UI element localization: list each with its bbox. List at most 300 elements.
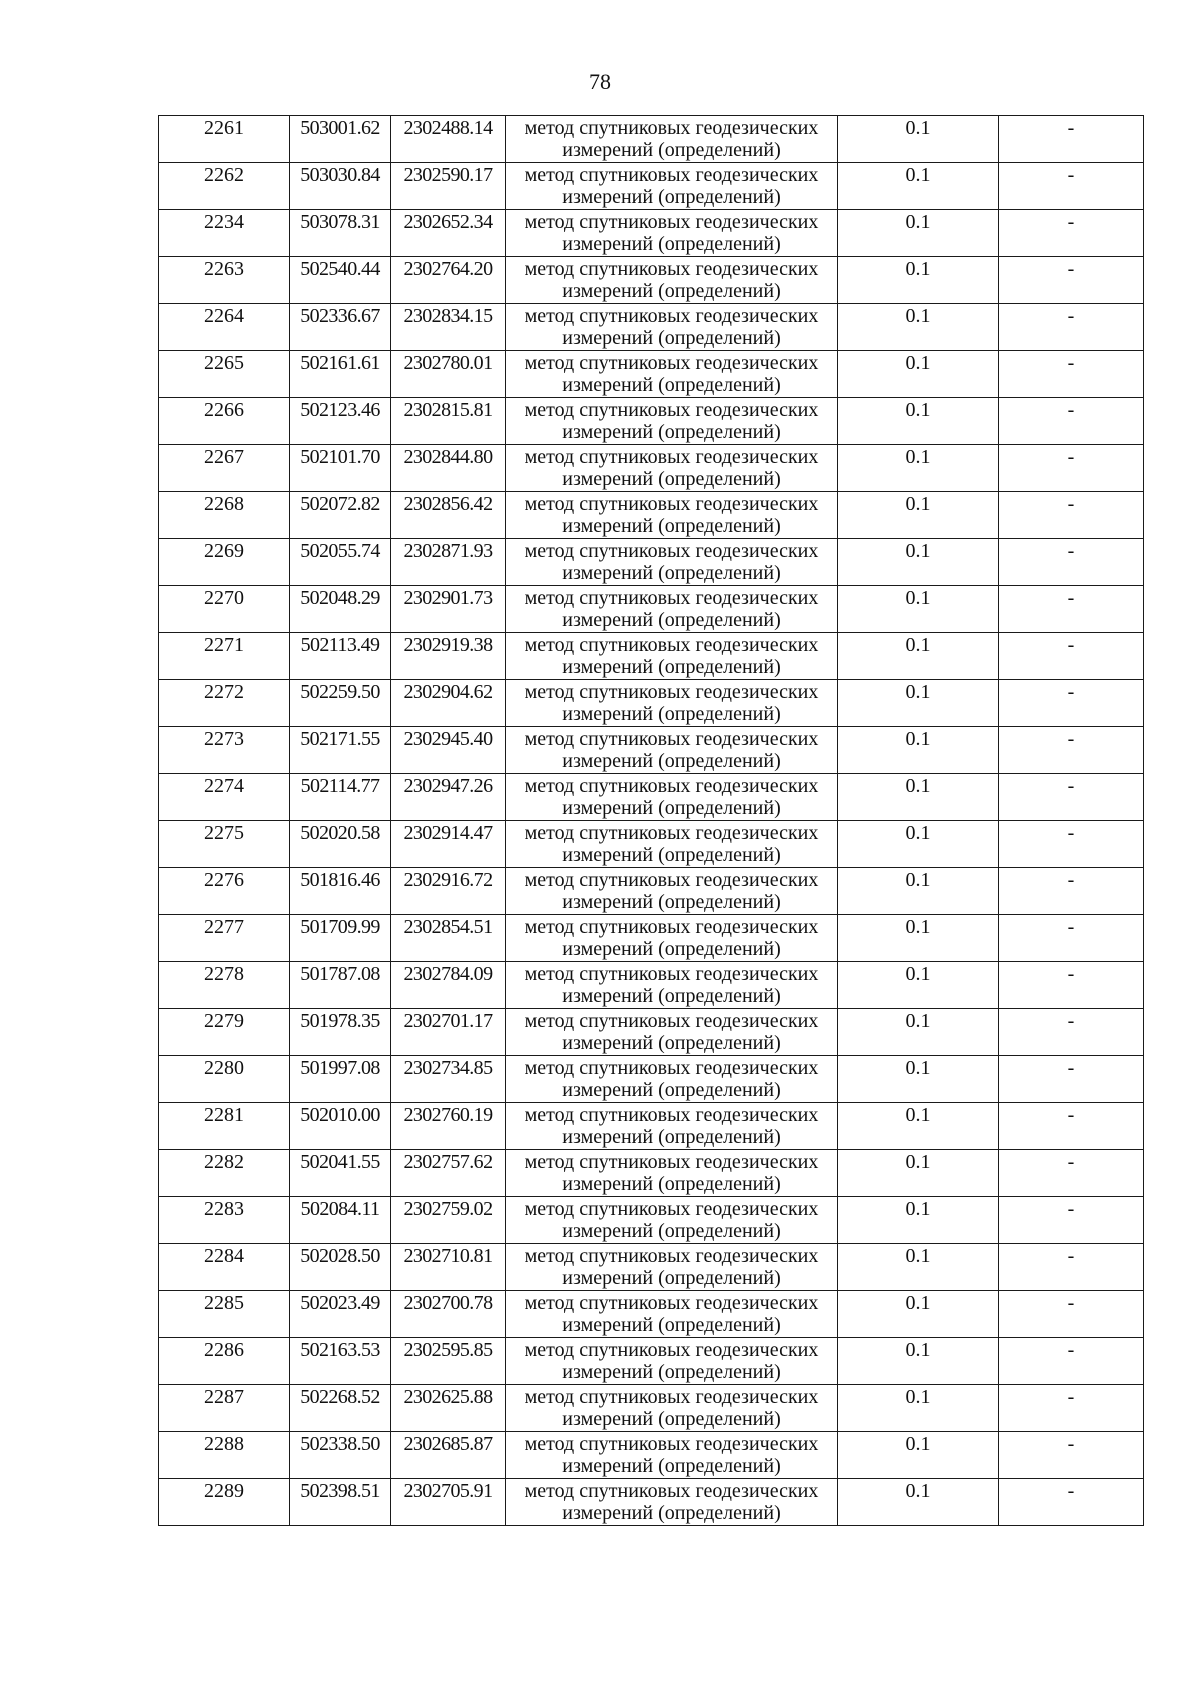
- table-row: [159, 774, 1144, 821]
- point-number-cell-text: 2268: [204, 493, 244, 515]
- method-cell-text: метод спутниковых геодезических измерений (определений): [524, 446, 819, 490]
- y-coordinate-cell-text: 2302685.87: [403, 1433, 493, 1455]
- accuracy-cell: [838, 868, 999, 915]
- description-cell: [999, 1056, 1144, 1103]
- description-cell: [999, 774, 1144, 821]
- accuracy-cell: [838, 1197, 999, 1244]
- table-row: [159, 1103, 1144, 1150]
- description-cell-text: -: [1067, 211, 1075, 233]
- description-cell: [999, 210, 1144, 257]
- method-cell: [506, 257, 838, 304]
- x-coordinate-cell: [290, 680, 391, 727]
- table-row: [159, 868, 1144, 915]
- x-coordinate-cell: [290, 586, 391, 633]
- method-cell-text: метод спутниковых геодезических измерений (определений): [524, 1339, 819, 1383]
- y-coordinate-cell-text: 2302919.38: [403, 634, 493, 656]
- accuracy-cell-text: 0.1: [905, 822, 931, 844]
- x-coordinate-cell: [290, 727, 391, 774]
- x-coordinate-cell-text: 501816.46: [300, 869, 380, 891]
- description-cell-text: -: [1067, 540, 1075, 562]
- x-coordinate-cell: [290, 1244, 391, 1291]
- accuracy-cell-text: 0.1: [905, 681, 931, 703]
- accuracy-cell-text: 0.1: [905, 1386, 931, 1408]
- x-coordinate-cell: [290, 1150, 391, 1197]
- method-cell-text: метод спутниковых геодезических измерений (определений): [524, 634, 819, 678]
- y-coordinate-cell: [391, 727, 506, 774]
- x-coordinate-cell-text: 502171.55: [300, 728, 380, 750]
- description-cell-text: -: [1067, 399, 1075, 421]
- table-row: [159, 821, 1144, 868]
- description-cell-text: -: [1067, 305, 1075, 327]
- method-cell-text: метод спутниковых геодезических измерений (определений): [524, 1480, 819, 1524]
- method-cell: [506, 163, 838, 210]
- y-coordinate-cell-text: 2302652.34: [403, 211, 493, 233]
- method-cell: [506, 351, 838, 398]
- accuracy-cell-text: 0.1: [905, 1480, 931, 1502]
- description-cell: [999, 680, 1144, 727]
- point-number-cell-text: 2282: [204, 1151, 244, 1173]
- y-coordinate-cell-text: 2302784.09: [403, 963, 493, 985]
- table-row: [159, 492, 1144, 539]
- table-row: [159, 257, 1144, 304]
- table-row: [159, 680, 1144, 727]
- accuracy-cell: [838, 1479, 999, 1526]
- y-coordinate-cell: [391, 915, 506, 962]
- point-number-cell-text: 2287: [204, 1386, 244, 1408]
- point-number-cell: [159, 1291, 290, 1338]
- accuracy-cell-text: 0.1: [905, 399, 931, 421]
- point-number-cell-text: 2275: [204, 822, 244, 844]
- method-cell: [506, 1338, 838, 1385]
- y-coordinate-cell: [391, 1009, 506, 1056]
- method-cell: [506, 727, 838, 774]
- x-coordinate-cell-text: 502398.51: [300, 1480, 380, 1502]
- description-cell-text: -: [1067, 728, 1075, 750]
- accuracy-cell: [838, 257, 999, 304]
- y-coordinate-cell: [391, 1432, 506, 1479]
- description-cell-text: -: [1067, 1339, 1075, 1361]
- x-coordinate-cell-text: 501709.99: [300, 916, 380, 938]
- accuracy-cell: [838, 1338, 999, 1385]
- point-number-cell-text: 2281: [204, 1104, 244, 1126]
- y-coordinate-cell-text: 2302856.42: [403, 493, 493, 515]
- description-cell-text: -: [1067, 822, 1075, 844]
- table-row: [159, 1385, 1144, 1432]
- point-number-cell: [159, 821, 290, 868]
- point-number-cell-text: 2286: [204, 1339, 244, 1361]
- description-cell: [999, 445, 1144, 492]
- point-number-cell-text: 2271: [204, 634, 244, 656]
- y-coordinate-cell: [391, 304, 506, 351]
- method-cell-text: метод спутниковых геодезических измерений (определений): [524, 1057, 819, 1101]
- accuracy-cell-text: 0.1: [905, 1151, 931, 1173]
- x-coordinate-cell-text: 502540.44: [300, 258, 380, 280]
- x-coordinate-cell-text: 502123.46: [300, 399, 380, 421]
- table-row: [159, 1432, 1144, 1479]
- table-row: [159, 1197, 1144, 1244]
- point-number-cell: [159, 1385, 290, 1432]
- y-coordinate-cell-text: 2302757.62: [403, 1151, 493, 1173]
- accuracy-cell-text: 0.1: [905, 305, 931, 327]
- point-number-cell-text: 2270: [204, 587, 244, 609]
- table-row: [159, 1291, 1144, 1338]
- accuracy-cell-text: 0.1: [905, 117, 931, 139]
- x-coordinate-cell-text: 502055.74: [300, 540, 380, 562]
- point-number-cell: [159, 727, 290, 774]
- method-cell-text: метод спутниковых геодезических измерений (определений): [524, 1433, 819, 1477]
- point-number-cell-text: 2265: [204, 352, 244, 374]
- method-cell: [506, 1009, 838, 1056]
- point-number-cell: [159, 1479, 290, 1526]
- accuracy-cell: [838, 539, 999, 586]
- point-number-cell: [159, 962, 290, 1009]
- x-coordinate-cell: [290, 398, 391, 445]
- x-coordinate-cell-text: 502336.67: [300, 305, 380, 327]
- accuracy-cell: [838, 1009, 999, 1056]
- x-coordinate-cell-text: 502101.70: [300, 446, 380, 468]
- accuracy-cell-text: 0.1: [905, 1339, 931, 1361]
- point-number-cell: [159, 1338, 290, 1385]
- x-coordinate-cell: [290, 163, 391, 210]
- x-coordinate-cell-text: 502163.53: [300, 1339, 380, 1361]
- method-cell-text: метод спутниковых геодезических измерений (определений): [524, 1104, 819, 1148]
- table-row: [159, 586, 1144, 633]
- point-number-cell-text: 2288: [204, 1433, 244, 1455]
- page-number: 78: [589, 69, 611, 94]
- accuracy-cell-text: 0.1: [905, 446, 931, 468]
- y-coordinate-cell: [391, 539, 506, 586]
- point-number-cell: [159, 304, 290, 351]
- description-cell: [999, 1385, 1144, 1432]
- x-coordinate-cell: [290, 492, 391, 539]
- y-coordinate-cell: [391, 1056, 506, 1103]
- table-row: [159, 398, 1144, 445]
- accuracy-cell-text: 0.1: [905, 728, 931, 750]
- accuracy-cell-text: 0.1: [905, 1245, 931, 1267]
- y-coordinate-cell-text: 2302710.81: [403, 1245, 493, 1267]
- description-cell: [999, 962, 1144, 1009]
- table-row: [159, 304, 1144, 351]
- y-coordinate-cell-text: 2302901.73: [403, 587, 493, 609]
- y-coordinate-cell: [391, 1479, 506, 1526]
- accuracy-cell-text: 0.1: [905, 540, 931, 562]
- accuracy-cell: [838, 633, 999, 680]
- point-number-cell-text: 2272: [204, 681, 244, 703]
- accuracy-cell-text: 0.1: [905, 1433, 931, 1455]
- y-coordinate-cell: [391, 116, 506, 163]
- accuracy-cell: [838, 1432, 999, 1479]
- method-cell: [506, 962, 838, 1009]
- x-coordinate-cell-text: 503030.84: [300, 164, 380, 186]
- y-coordinate-cell: [391, 1385, 506, 1432]
- y-coordinate-cell: [391, 492, 506, 539]
- point-number-cell: [159, 1150, 290, 1197]
- point-number-cell: [159, 163, 290, 210]
- y-coordinate-cell-text: 2302625.88: [403, 1386, 493, 1408]
- y-coordinate-cell: [391, 1103, 506, 1150]
- description-cell: [999, 1197, 1144, 1244]
- accuracy-cell: [838, 1150, 999, 1197]
- table-row: [159, 539, 1144, 586]
- table-row: [159, 1056, 1144, 1103]
- method-cell: [506, 492, 838, 539]
- point-number-cell-text: 2277: [204, 916, 244, 938]
- accuracy-cell: [838, 398, 999, 445]
- method-cell: [506, 1244, 838, 1291]
- x-coordinate-cell-text: 501787.08: [300, 963, 380, 985]
- accuracy-cell: [838, 962, 999, 1009]
- description-cell: [999, 116, 1144, 163]
- y-coordinate-cell-text: 2302916.72: [403, 869, 493, 891]
- y-coordinate-cell-text: 2302947.26: [403, 775, 493, 797]
- method-cell-text: метод спутниковых геодезических измерений (определений): [524, 775, 819, 819]
- y-coordinate-cell: [391, 1150, 506, 1197]
- description-cell-text: -: [1067, 1104, 1075, 1126]
- method-cell-text: метод спутниковых геодезических измерений (определений): [524, 540, 819, 584]
- method-cell: [506, 304, 838, 351]
- method-cell-text: метод спутниковых геодезических измерений (определений): [524, 916, 819, 960]
- point-number-cell-text: 2285: [204, 1292, 244, 1314]
- x-coordinate-cell: [290, 210, 391, 257]
- x-coordinate-cell: [290, 1291, 391, 1338]
- method-cell-text: метод спутниковых геодезических измерений (определений): [524, 1245, 819, 1289]
- point-number-cell: [159, 257, 290, 304]
- method-cell-text: метод спутниковых геодезических измерений (определений): [524, 963, 819, 1007]
- y-coordinate-cell: [391, 962, 506, 1009]
- x-coordinate-cell: [290, 915, 391, 962]
- y-coordinate-cell-text: 2302834.15: [403, 305, 493, 327]
- accuracy-cell-text: 0.1: [905, 493, 931, 515]
- x-coordinate-cell-text: 502072.82: [300, 493, 380, 515]
- description-cell: [999, 539, 1144, 586]
- accuracy-cell: [838, 351, 999, 398]
- point-number-cell: [159, 445, 290, 492]
- accuracy-cell-text: 0.1: [905, 775, 931, 797]
- table-row: [159, 633, 1144, 680]
- accuracy-cell: [838, 210, 999, 257]
- point-number-cell-text: 2264: [204, 305, 244, 327]
- point-number-cell-text: 2283: [204, 1198, 244, 1220]
- method-cell: [506, 915, 838, 962]
- y-coordinate-cell-text: 2302904.62: [403, 681, 493, 703]
- description-cell-text: -: [1067, 1292, 1075, 1314]
- accuracy-cell: [838, 1291, 999, 1338]
- point-number-cell: [159, 116, 290, 163]
- y-coordinate-cell: [391, 633, 506, 680]
- accuracy-cell-text: 0.1: [905, 211, 931, 233]
- y-coordinate-cell-text: 2302760.19: [403, 1104, 493, 1126]
- method-cell-text: метод спутниковых геодезических измерений (определений): [524, 587, 819, 631]
- description-cell-text: -: [1067, 681, 1075, 703]
- x-coordinate-cell: [290, 1103, 391, 1150]
- method-cell: [506, 1432, 838, 1479]
- table-row: [159, 163, 1144, 210]
- method-cell-text: метод спутниковых геодезических измерений (определений): [524, 117, 819, 161]
- point-number-cell-text: 2289: [204, 1480, 244, 1502]
- y-coordinate-cell-text: 2302705.91: [403, 1480, 493, 1502]
- table-row: [159, 116, 1144, 163]
- description-cell: [999, 1291, 1144, 1338]
- description-cell-text: -: [1067, 1198, 1075, 1220]
- point-number-cell: [159, 1432, 290, 1479]
- accuracy-cell: [838, 1103, 999, 1150]
- accuracy-cell: [838, 680, 999, 727]
- method-cell: [506, 586, 838, 633]
- x-coordinate-cell-text: 503078.31: [300, 211, 380, 233]
- point-number-cell: [159, 351, 290, 398]
- table-row: [159, 1338, 1144, 1385]
- table-row: [159, 351, 1144, 398]
- point-number-cell-text: 2262: [204, 164, 244, 186]
- point-number-cell-text: 2279: [204, 1010, 244, 1032]
- description-cell-text: -: [1067, 117, 1075, 139]
- accuracy-cell-text: 0.1: [905, 916, 931, 938]
- point-number-cell: [159, 1244, 290, 1291]
- point-number-cell: [159, 398, 290, 445]
- y-coordinate-cell-text: 2302595.85: [403, 1339, 493, 1361]
- method-cell-text: метод спутниковых геодезических измерений (определений): [524, 258, 819, 302]
- accuracy-cell-text: 0.1: [905, 869, 931, 891]
- description-cell-text: -: [1067, 587, 1075, 609]
- y-coordinate-cell-text: 2302914.47: [403, 822, 493, 844]
- description-cell-text: -: [1067, 258, 1075, 280]
- description-cell: [999, 633, 1144, 680]
- description-cell: [999, 1479, 1144, 1526]
- accuracy-cell-text: 0.1: [905, 1057, 931, 1079]
- point-number-cell: [159, 1056, 290, 1103]
- y-coordinate-cell: [391, 210, 506, 257]
- x-coordinate-cell-text: 502010.00: [300, 1104, 380, 1126]
- y-coordinate-cell: [391, 868, 506, 915]
- point-number-cell-text: 2266: [204, 399, 244, 421]
- x-coordinate-cell-text: 502338.50: [300, 1433, 380, 1455]
- table-row: [159, 727, 1144, 774]
- point-number-cell: [159, 680, 290, 727]
- description-cell-text: -: [1067, 493, 1075, 515]
- x-coordinate-cell: [290, 1479, 391, 1526]
- method-cell-text: метод спутниковых геодезических измерений (определений): [524, 681, 819, 725]
- point-number-cell-text: 2267: [204, 446, 244, 468]
- method-cell: [506, 1479, 838, 1526]
- method-cell-text: метод спутниковых геодезических измерений (определений): [524, 1151, 819, 1195]
- x-coordinate-cell: [290, 257, 391, 304]
- method-cell-text: метод спутниковых геодезических измерений (определений): [524, 1198, 819, 1242]
- description-cell: [999, 915, 1144, 962]
- y-coordinate-cell: [391, 1197, 506, 1244]
- description-cell-text: -: [1067, 1057, 1075, 1079]
- point-number-cell: [159, 1103, 290, 1150]
- description-cell: [999, 868, 1144, 915]
- x-coordinate-cell: [290, 116, 391, 163]
- x-coordinate-cell-text: 502084.11: [300, 1198, 380, 1220]
- accuracy-cell-text: 0.1: [905, 634, 931, 656]
- x-coordinate-cell: [290, 1385, 391, 1432]
- point-number-cell: [159, 915, 290, 962]
- x-coordinate-cell-text: 502113.49: [300, 634, 380, 656]
- accuracy-cell: [838, 116, 999, 163]
- method-cell-text: метод спутниковых геодезических измерений (определений): [524, 399, 819, 443]
- description-cell: [999, 257, 1144, 304]
- y-coordinate-cell-text: 2302764.20: [403, 258, 493, 280]
- description-cell: [999, 304, 1144, 351]
- y-coordinate-cell-text: 2302780.01: [403, 352, 493, 374]
- method-cell-text: метод спутниковых геодезических измерений (определений): [524, 869, 819, 913]
- method-cell-text: метод спутниковых геодезических измерений (определений): [524, 1010, 819, 1054]
- table-row: [159, 1244, 1144, 1291]
- description-cell-text: -: [1067, 164, 1075, 186]
- y-coordinate-cell-text: 2302854.51: [403, 916, 493, 938]
- x-coordinate-cell-text: 503001.62: [300, 117, 380, 139]
- point-number-cell: [159, 774, 290, 821]
- x-coordinate-cell-text: 501997.08: [300, 1057, 380, 1079]
- table-row: [159, 1479, 1144, 1526]
- point-number-cell-text: 2276: [204, 869, 244, 891]
- point-number-cell: [159, 1197, 290, 1244]
- y-coordinate-cell-text: 2302945.40: [403, 728, 493, 750]
- y-coordinate-cell-text: 2302701.17: [403, 1010, 493, 1032]
- x-coordinate-cell: [290, 539, 391, 586]
- description-cell-text: -: [1067, 916, 1075, 938]
- method-cell-text: метод спутниковых геодезических измерений (определений): [524, 352, 819, 396]
- x-coordinate-cell: [290, 351, 391, 398]
- x-coordinate-cell: [290, 962, 391, 1009]
- method-cell-text: метод спутниковых геодезических измерений (определений): [524, 305, 819, 349]
- point-number-cell: [159, 1009, 290, 1056]
- x-coordinate-cell: [290, 445, 391, 492]
- method-cell: [506, 680, 838, 727]
- accuracy-cell-text: 0.1: [905, 258, 931, 280]
- y-coordinate-cell-text: 2302488.14: [403, 117, 493, 139]
- description-cell: [999, 1009, 1144, 1056]
- x-coordinate-cell-text: 501978.35: [300, 1010, 380, 1032]
- y-coordinate-cell: [391, 257, 506, 304]
- method-cell: [506, 398, 838, 445]
- method-cell-text: метод спутниковых геодезических измерений (определений): [524, 211, 819, 255]
- y-coordinate-cell-text: 2302759.02: [403, 1198, 493, 1220]
- x-coordinate-cell-text: 502161.61: [300, 352, 380, 374]
- description-cell: [999, 1338, 1144, 1385]
- point-number-cell-text: 2284: [204, 1245, 244, 1267]
- description-cell: [999, 1150, 1144, 1197]
- method-cell: [506, 116, 838, 163]
- description-cell-text: -: [1067, 869, 1075, 891]
- y-coordinate-cell: [391, 351, 506, 398]
- method-cell: [506, 1150, 838, 1197]
- description-cell: [999, 586, 1144, 633]
- description-cell: [999, 1432, 1144, 1479]
- method-cell: [506, 1056, 838, 1103]
- point-number-cell-text: 2263: [204, 258, 244, 280]
- accuracy-cell: [838, 304, 999, 351]
- description-cell-text: -: [1067, 963, 1075, 985]
- y-coordinate-cell-text: 2302700.78: [403, 1292, 493, 1314]
- x-coordinate-cell: [290, 868, 391, 915]
- method-cell-text: метод спутниковых геодезических измерений (определений): [524, 728, 819, 772]
- x-coordinate-cell: [290, 304, 391, 351]
- accuracy-cell: [838, 1244, 999, 1291]
- y-coordinate-cell: [391, 445, 506, 492]
- y-coordinate-cell-text: 2302815.81: [403, 399, 493, 421]
- method-cell: [506, 1197, 838, 1244]
- description-cell-text: -: [1067, 446, 1075, 468]
- x-coordinate-cell-text: 502268.52: [300, 1386, 380, 1408]
- x-coordinate-cell: [290, 1056, 391, 1103]
- y-coordinate-cell: [391, 774, 506, 821]
- method-cell: [506, 1103, 838, 1150]
- x-coordinate-cell-text: 502023.49: [300, 1292, 380, 1314]
- table-row: [159, 1150, 1144, 1197]
- method-cell: [506, 539, 838, 586]
